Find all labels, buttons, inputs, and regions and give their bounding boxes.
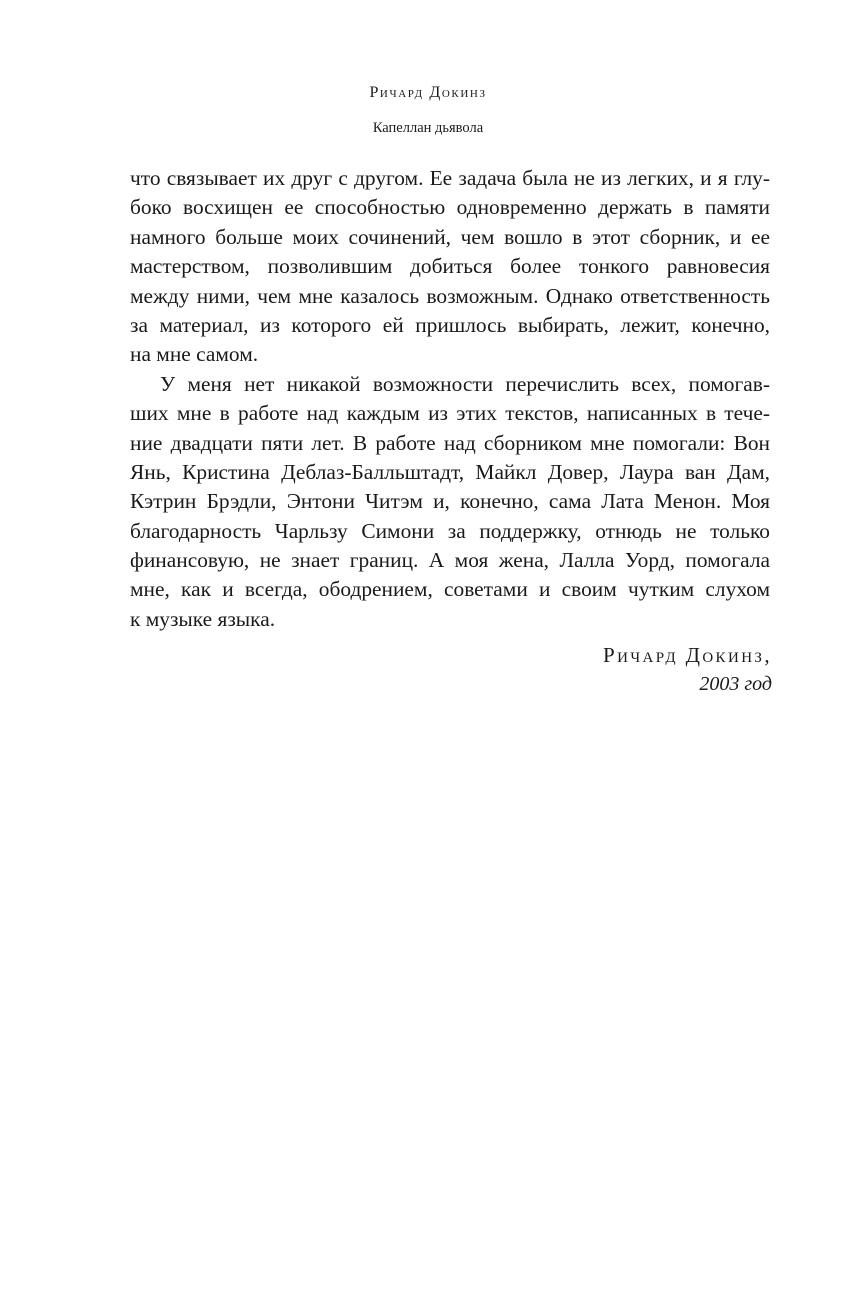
text-line: ние двадцати пяти лет. В работе над сборником мне помогали: Вон: [130, 430, 770, 455]
body-text: [130, 164, 770, 634]
text-line: ших мне в работе над каждым из этих текстов, написанных в тече-: [130, 401, 770, 426]
text-line: что связывает их друг с другом. Ее задача была не из легких, и я глу-: [130, 166, 770, 190]
text-line: Янь, Кристина Деблаз-Балльштадт, Майкл Довер, Лаура ван Дам,: [130, 459, 770, 484]
text-line: финансовую, не знает границ. А моя жена, Лалла Уорд, помогала: [130, 548, 770, 573]
text-line: мне, как и всегда, ободрением, советами и своим чутким слухом: [130, 577, 770, 602]
running-header-author: Ричард Докинз: [369, 84, 487, 101]
text-line: благодарность Чарльзу Симони за поддержку, отнюдь не только: [130, 518, 770, 543]
text-line: за материал, из которого ей пришлось выбирать, лежит, конечно,: [130, 312, 770, 337]
text-line: мастерством, позволившим добиться более тонкого равновесия: [130, 254, 770, 279]
running-header-book-title: Капеллан дьявола: [372, 120, 484, 136]
signature-date: 2003 год: [699, 673, 772, 695]
text-line: боко восхищен ее способностью одновременно держать в памяти: [130, 195, 770, 220]
text-line: намного больше моих сочинений, чем вошло в этот сборник, и ее: [130, 224, 770, 249]
signature-block: [603, 640, 772, 698]
text-line: к музыке языка.: [130, 606, 276, 631]
signature-name: Ричард Докинз,: [603, 643, 772, 667]
text-line: между ними, чем мне казалось возможным. Однако ответственность: [130, 283, 770, 308]
text-line: Кэтрин Брэдли, Энтони Читэм и, конечно, сама Лата Менон. Моя: [130, 489, 770, 514]
text-line: на мне самом.: [130, 342, 259, 367]
text-line: У меня нет никакой возможности перечислить всех, помогав-: [160, 371, 770, 396]
